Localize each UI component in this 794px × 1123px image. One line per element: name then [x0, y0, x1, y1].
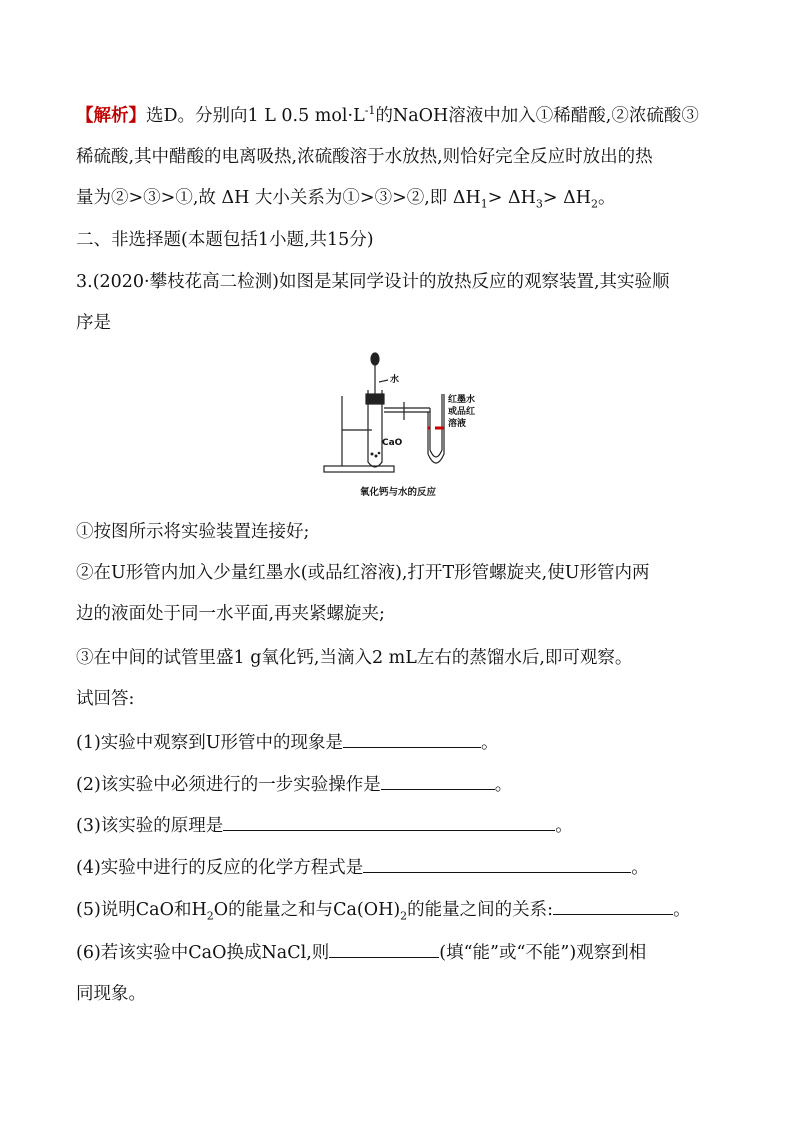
answer-blank[interactable]	[381, 771, 495, 790]
question-3	[76, 812, 573, 838]
question-text: (2)该实验中必须进行的一步实验操作是	[76, 775, 381, 795]
question-2	[76, 771, 512, 797]
analysis-text: 选D。分别向1 L 0.5 mol·L	[146, 106, 365, 126]
step-2-line-2: 边的液面处于同一水平面,再夹紧螺旋夹;	[76, 604, 385, 624]
answer-blank[interactable]	[223, 812, 555, 831]
step-3: ③在中间的试管里盛1 g氧化钙,当滴入2 mL左右的蒸馏水后,即可观察。	[76, 648, 633, 668]
analysis-text: 。	[598, 188, 616, 208]
label-cao: CaO	[382, 438, 403, 448]
subscript: 1	[480, 197, 488, 211]
label-ink: 溶液	[448, 419, 467, 429]
analysis-line-3	[76, 186, 616, 210]
question-text: (5)说明CaO和H	[76, 900, 207, 920]
subscript: 3	[535, 197, 543, 211]
superscript: -1	[364, 104, 376, 118]
analysis-line-1	[76, 104, 699, 128]
answer-blank[interactable]	[553, 896, 673, 915]
question-text: (4)实验中进行的反应的化学方程式是	[76, 858, 364, 878]
subscript: 2	[591, 197, 599, 211]
prompt: 试回答:	[76, 689, 135, 709]
step-2-line-1: ②在U形管内加入少量红墨水(或品红溶液),打开T形管螺旋夹,使U形管内两	[76, 563, 650, 583]
question-5	[76, 896, 691, 922]
answer-blank[interactable]	[329, 939, 439, 958]
label-ink: 红墨水	[448, 395, 476, 405]
analysis-text: > ΔH	[542, 188, 592, 208]
question-text: (3)该实验的原理是	[76, 816, 224, 836]
answer-blank[interactable]	[343, 729, 481, 748]
analysis-tag: 【解析】	[76, 106, 146, 126]
question-1	[76, 729, 499, 755]
period: 。	[631, 858, 649, 878]
analysis-text: > ΔH	[487, 188, 536, 208]
question-6-line-2: 同现象。	[76, 984, 146, 1004]
question-text: (1)实验中观察到U形管中的现象是	[76, 733, 344, 753]
period: 。	[673, 900, 691, 920]
period: 。	[494, 775, 513, 795]
apparatus-figure	[318, 350, 478, 510]
step-1: ①按图所示将实验装置连接好;	[76, 522, 310, 542]
period: 。	[555, 816, 573, 836]
question-text: 的能量之间的关系:	[407, 900, 554, 920]
question-6	[76, 939, 646, 965]
question-text: O的能量之和与Ca(OH)	[213, 900, 401, 920]
label-ink: 或品红	[448, 407, 476, 417]
subscript: 2	[206, 909, 214, 923]
analysis-text: 量为②>③>①,故 ΔH 大小关系为①>③>②,即 ΔH	[76, 188, 481, 208]
period: 。	[481, 733, 499, 753]
question-line-2: 序是	[76, 313, 111, 333]
answer-blank[interactable]	[363, 854, 631, 873]
question-text: (6)若该实验中CaO换成NaCl,则	[76, 943, 330, 963]
question-line-1: 3.(2020·攀枝花高二检测)如图是某同学设计的放热反应的观察装置,其实验顺	[76, 272, 670, 292]
question-text: (填“能”或“不能”)观察到相	[439, 943, 647, 963]
label-water: 水	[390, 375, 400, 385]
subscript: 2	[400, 909, 408, 923]
section-title: 二、非选择题(本题包括1小题,共15分)	[76, 230, 374, 250]
figure-caption: 氧化钙与水的反应	[359, 487, 436, 498]
analysis-line-2: 稀硫酸,其中醋酸的电离吸热,浓硫酸溶于水放热,则恰好完全反应时放出的热	[76, 147, 653, 167]
question-4	[76, 854, 649, 880]
analysis-text: 的NaOH溶液中加入①稀醋酸,②浓硫酸③	[375, 106, 699, 126]
